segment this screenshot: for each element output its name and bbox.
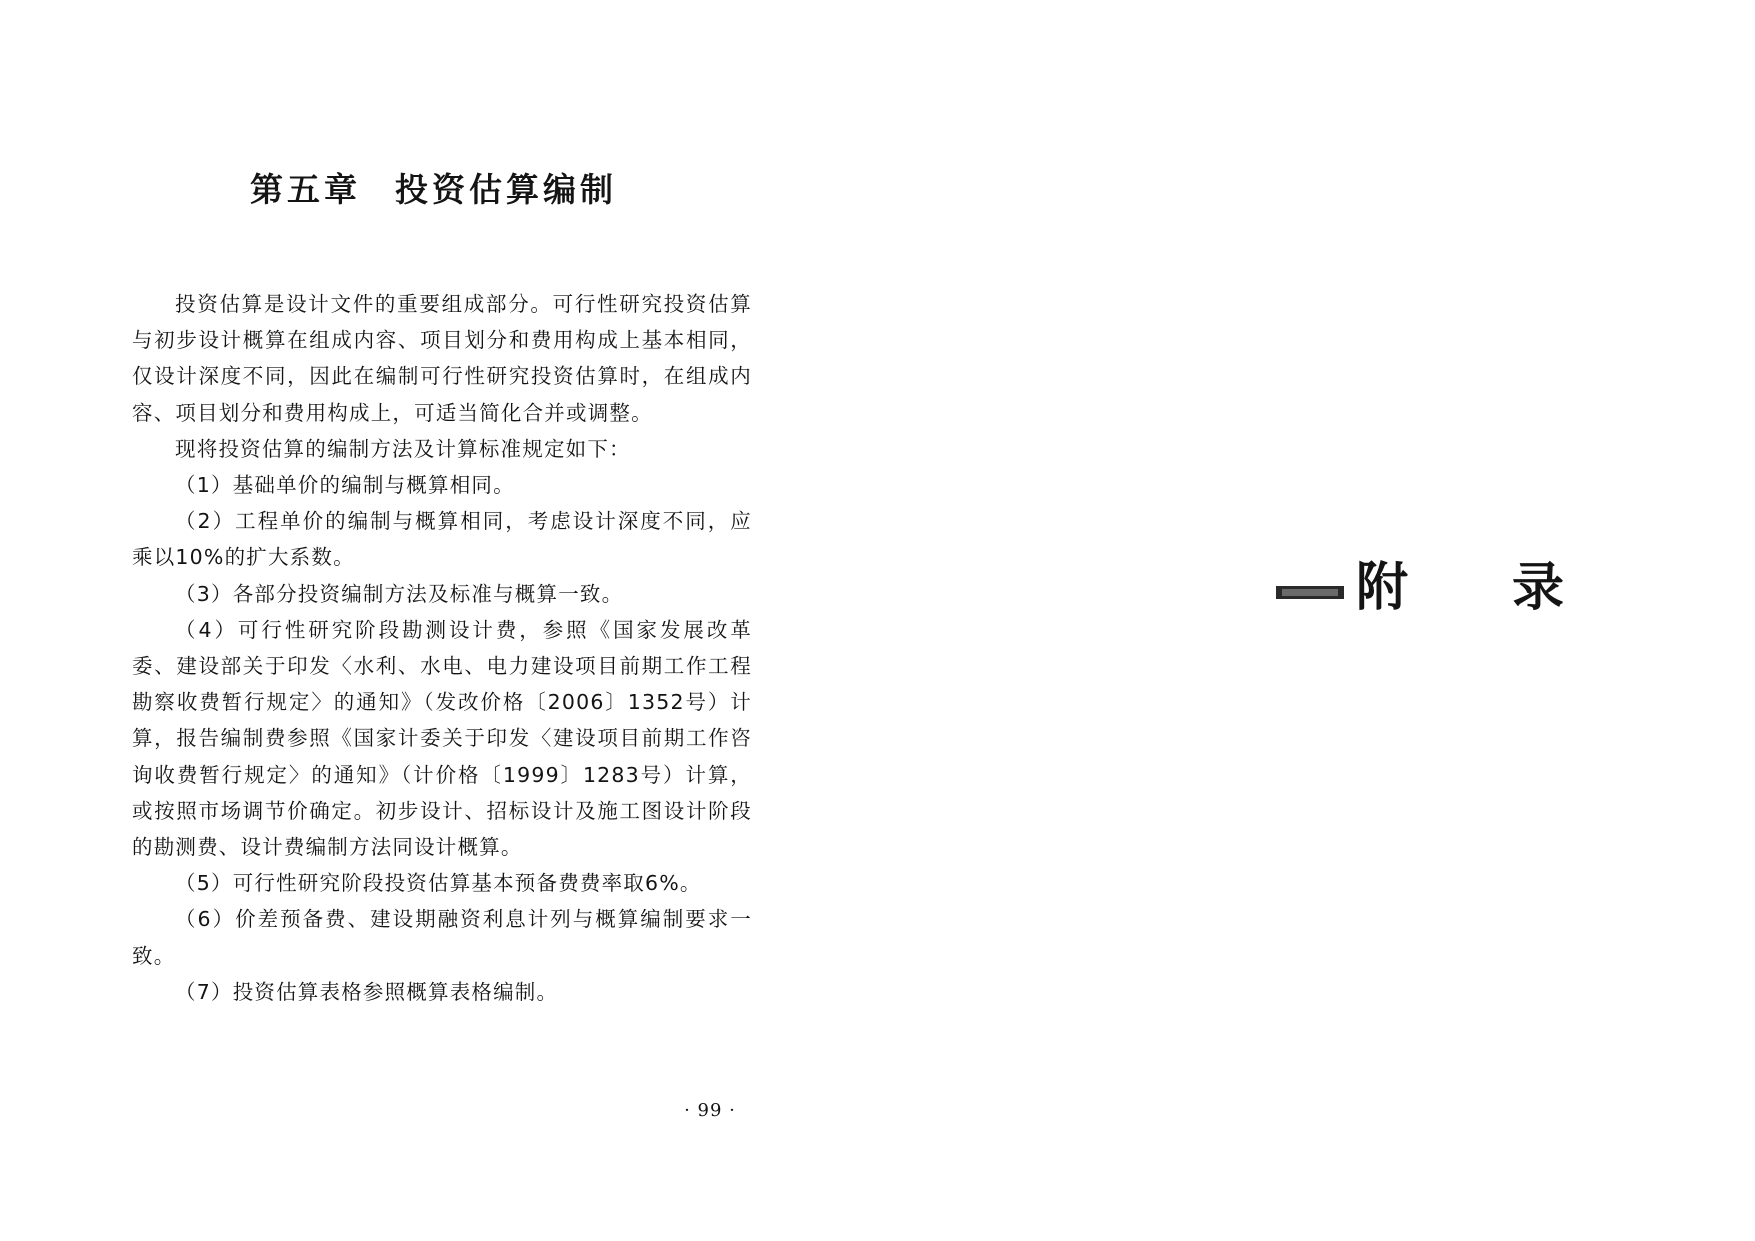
page-number: · 99 · (684, 1100, 736, 1121)
list-item-2: （2）工程单价的编制与概算相同，考虑设计深度不同，应乘以10%的扩大系数。 (132, 509, 752, 570)
chapter-heading (250, 168, 670, 212)
list-item-4: （4）可行性研究阶段勘测设计费，参照《国家发展改革委、建设部关于印发〈水利、水电、电力建设项目前期工作工程勘察收费暂行规定〉的通知》（发改价格〔2006〕1352号）计算，报告编制费参照《国家计委关于印发〈建设项目前期工作咨询收费暂行规定〉的通知》（计价格〔1999〕1283号）计算，或按照市场调节价确定。初步设计、招标设计及施工图设计阶段的勘测费、设计费编制方法同设计概算。 (132, 617, 752, 860)
right-page (877, 0, 1755, 1241)
chapter-title: 投资估算编制 (395, 170, 617, 209)
appendix-title: 附录 (1356, 558, 1669, 618)
decorative-bar (1276, 586, 1344, 599)
list-item-5: （5）可行性研究阶段投资估算基本预备费费率取6%。 (175, 871, 702, 896)
left-page (0, 0, 877, 1241)
paragraph-intro: 投资估算是设计文件的重要组成部分。可行性研究投资估算与初步设计概算在组成内容、项目划分和费用构成上基本相同，仅设计深度不同，因此在编制可行性研究投资估算时，在组成内容、项目划分和费用构成上，可适当简化合并或调整。 (132, 292, 752, 425)
paragraph-lead-in: 现将投资估算的编制方法及计算标准规定如下： (175, 436, 631, 461)
chapter-body (132, 286, 752, 1010)
list-item-1: （1）基础单价的编制与概算相同。 (175, 473, 515, 498)
list-item-3: （3）各部分投资编制方法及标准与概算一致。 (175, 581, 624, 606)
list-item-7: （7）投资估算表格参照概算表格编制。 (175, 979, 559, 1004)
appendix-heading (1276, 548, 1676, 628)
list-item-6: （6）价差预备费、建设期融资利息计列与概算编制要求一致。 (132, 907, 752, 968)
chapter-number: 第五章 (250, 170, 361, 209)
